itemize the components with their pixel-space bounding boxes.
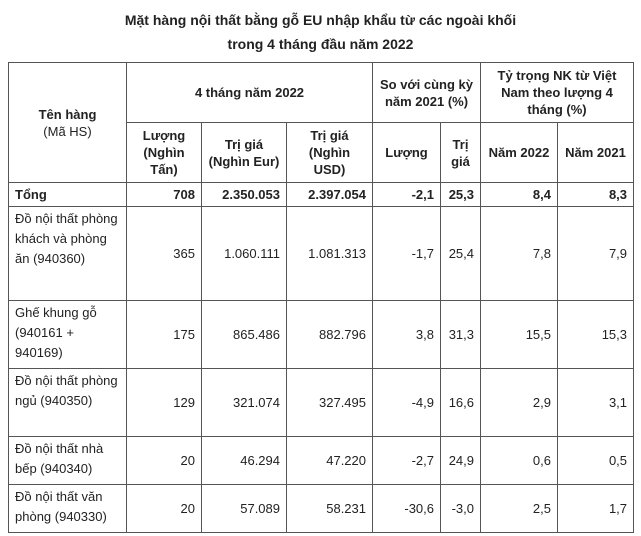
cell-share-2022: 2,9: [481, 369, 558, 437]
header-cmp-qty: Lượng: [373, 123, 441, 183]
cell-share-2022: 0,6: [481, 437, 558, 485]
row-name: Đồ nội thất văn phòng (940330): [9, 485, 127, 533]
cell-eur: 2.350.053: [202, 183, 287, 207]
cell-eur: 1.060.111: [202, 207, 287, 301]
table-title: [0, 0, 641, 54]
table-row: [9, 207, 634, 301]
cell-qty: 175: [127, 301, 202, 369]
cell-qty: 20: [127, 437, 202, 485]
cell-cmp-val: 24,9: [441, 437, 481, 485]
cell-cmp-qty: 3,8: [373, 301, 441, 369]
cell-share-2022: 2,5: [481, 485, 558, 533]
cell-cmp-val: 25,4: [441, 207, 481, 301]
cell-usd: 1.081.313: [287, 207, 373, 301]
cell-qty: 365: [127, 207, 202, 301]
header-share: Tỷ trọng NK từ Việt Nam theo lượng 4 tháng (%): [481, 63, 634, 123]
cell-usd: 327.495: [287, 369, 373, 437]
cell-usd: 882.796: [287, 301, 373, 369]
cell-cmp-val: -3,0: [441, 485, 481, 533]
cell-share-2022: 8,4: [481, 183, 558, 207]
cell-cmp-qty: -2,7: [373, 437, 441, 485]
table-row: [9, 437, 634, 485]
header-name-label: Tên hàng: [38, 106, 97, 122]
cell-qty: 708: [127, 183, 202, 207]
cell-qty: 129: [127, 369, 202, 437]
cell-share-2022: 7,8: [481, 207, 558, 301]
cell-share-2021: 15,3: [558, 301, 634, 369]
row-name: Tổng: [9, 183, 127, 207]
row-name: Ghế khung gỗ (940161 + 940169): [9, 301, 127, 369]
table-row-total: [9, 183, 634, 207]
title-line-2: trong 4 tháng đầu năm 2022: [227, 36, 414, 52]
cell-qty: 20: [127, 485, 202, 533]
cell-share-2022: 15,5: [481, 301, 558, 369]
cell-share-2021: 0,5: [558, 437, 634, 485]
title-line-1: Mặt hàng nội thất bằng gỗ EU nhập khẩu từ các ngoài khối: [124, 12, 517, 28]
cell-share-2021: 8,3: [558, 183, 634, 207]
cell-share-2021: 7,9: [558, 207, 634, 301]
table-row: [9, 485, 634, 533]
cell-cmp-qty: -1,7: [373, 207, 441, 301]
header-val-eur: Trị giá (Nghìn Eur): [202, 123, 287, 183]
cell-share-2021: 3,1: [558, 369, 634, 437]
cell-eur: 57.089: [202, 485, 287, 533]
table-row: [9, 369, 634, 437]
cell-share-2021: 1,7: [558, 485, 634, 533]
header-compare: So với cùng kỳ năm 2021 (%): [373, 63, 481, 123]
header-year-2022: Năm 2022: [481, 123, 558, 183]
row-name: Đồ nội thất phòng ngủ (940350): [9, 369, 127, 437]
header-period: 4 tháng năm 2022: [127, 63, 373, 123]
header-val-usd: Trị giá (Nghìn USD): [287, 123, 373, 183]
cell-cmp-val: 16,6: [441, 369, 481, 437]
cell-cmp-qty: -4,9: [373, 369, 441, 437]
cell-usd: 47.220: [287, 437, 373, 485]
cell-cmp-qty: -30,6: [373, 485, 441, 533]
header-year-2021: Năm 2021: [558, 123, 634, 183]
header-name: [9, 63, 127, 183]
table-row: [9, 301, 634, 369]
cell-usd: 2.397.054: [287, 183, 373, 207]
row-name: Đồ nội thất nhà bếp (940340): [9, 437, 127, 485]
cell-cmp-val: 25,3: [441, 183, 481, 207]
cell-eur: 865.486: [202, 301, 287, 369]
cell-usd: 58.231: [287, 485, 373, 533]
cell-cmp-qty: -2,1: [373, 183, 441, 207]
import-table: [8, 62, 634, 533]
cell-cmp-val: 31,3: [441, 301, 481, 369]
header-hs-label: (Mã HS): [43, 123, 92, 139]
cell-eur: 321.074: [202, 369, 287, 437]
cell-eur: 46.294: [202, 437, 287, 485]
row-name: Đồ nội thất phòng khách và phòng ăn (940360): [9, 207, 127, 301]
header-cmp-val: Trị giá: [441, 123, 481, 183]
header-qty: Lượng (Nghìn Tấn): [127, 123, 202, 183]
